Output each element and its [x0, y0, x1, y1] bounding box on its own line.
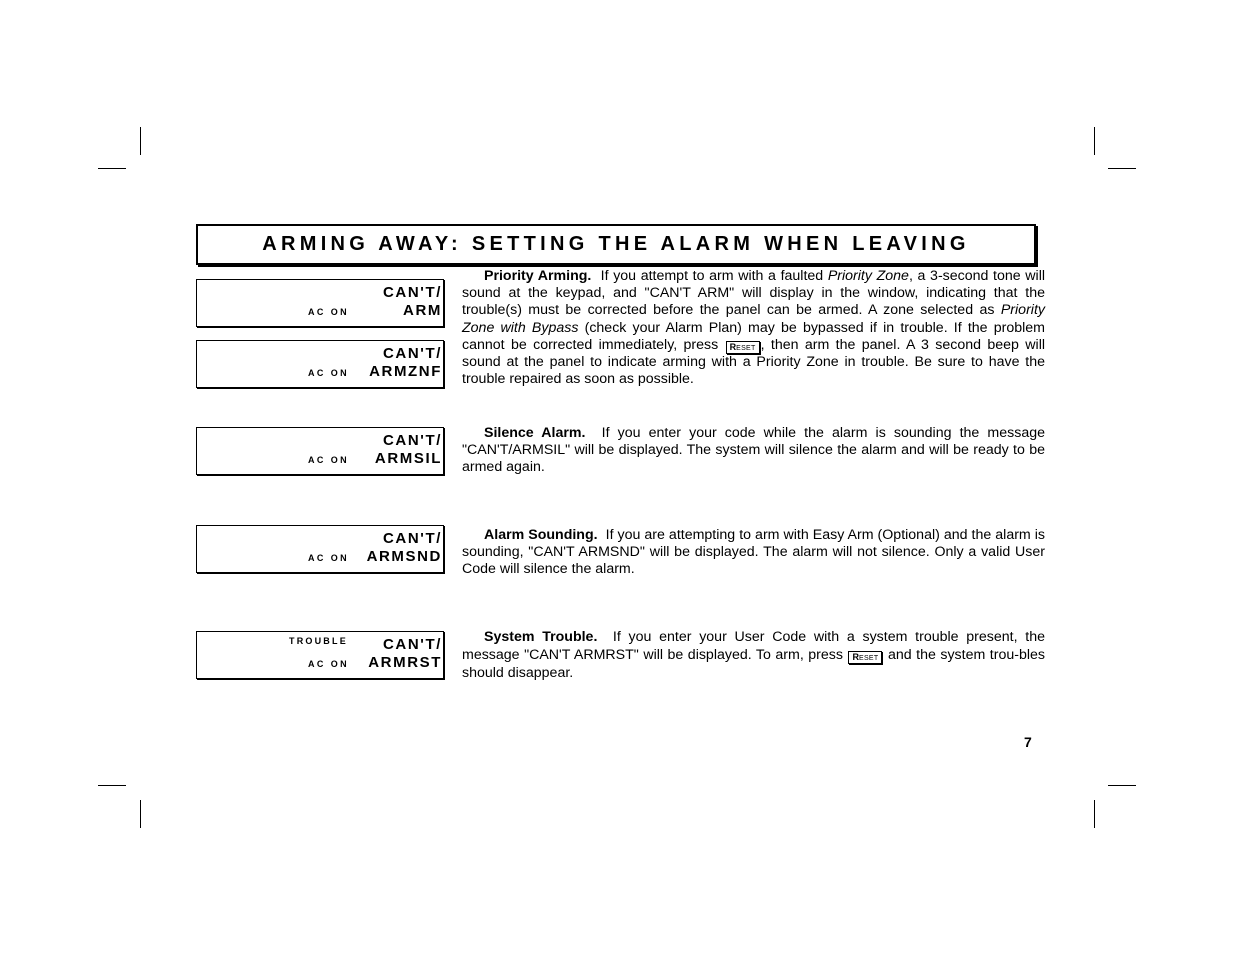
display-line-2: ARMRST — [368, 654, 442, 671]
ac-on-annunciator: AC ON — [308, 553, 349, 563]
crop-mark — [1094, 127, 1095, 155]
display-line-1: CAN'T/ — [383, 530, 442, 547]
section-heading: Alarm Sounding. — [484, 527, 598, 543]
reset-key-icon: RESET — [726, 341, 760, 354]
keypad-display-armrst — [196, 631, 444, 679]
keypad-display-armsil — [196, 427, 444, 475]
crop-mark — [1094, 800, 1095, 828]
section-heading: Priority Arming. — [484, 268, 592, 284]
crop-mark — [98, 785, 126, 786]
display-line-2: ARMZNF — [369, 363, 442, 380]
priority-arming-paragraph: Priority Arming. If you attempt to arm with a faulted Priority Zone, a 3-second tone will sound at the keypad, and "CAN'T ARM" will display in the window, indicating that the trouble(s) must be corrected before the panel can be armed. A zone selected as Priority Zone with Bypass (check your Alarm Plan) may be bypassed if in trouble. If the problem cannot be corrected immediately, press RESET , then arm the panel. A 3 second beep will sound at the panel to indicate arming with a Priority Zone in trouble. Be sure to have the trouble repaired as soon as possible. — [462, 268, 1046, 388]
display-line-2: ARM — [403, 302, 442, 319]
display-line-1: CAN'T/ — [383, 636, 442, 653]
ac-on-annunciator: AC ON — [308, 368, 349, 378]
page-number: 7 — [1024, 734, 1032, 750]
display-line-1: CAN'T/ — [383, 284, 442, 301]
crop-mark — [1108, 168, 1136, 169]
title-box — [196, 224, 1036, 265]
keypad-display-cant-arm — [196, 279, 444, 327]
page-title: ARMING AWAY: SETTING THE ALARM WHEN LEAVING — [262, 233, 970, 255]
alarm-sounding-paragraph: Alarm Sounding. If you are attempting to arm with Easy Arm (Optional) and the alarm is sounding, "CAN'T ARMSND" will be displayed. The alarm will not silence. Only a valid User Code will silence the alarm. — [462, 527, 1046, 577]
trouble-annunciator: TROUBLE — [289, 636, 348, 646]
silence-alarm-paragraph: Silence Alarm. If you enter your code while the alarm is sounding the message "CAN'T/ARMSIL" will be displayed. The system will silence the alarm and will be ready to be armed again. — [462, 425, 1045, 475]
crop-mark — [140, 800, 141, 828]
section-heading: Silence Alarm. — [484, 425, 586, 441]
ac-on-annunciator: AC ON — [308, 307, 349, 317]
display-line-2: ARMSIL — [374, 450, 442, 467]
ac-on-annunciator: AC ON — [308, 659, 349, 669]
display-line-2: ARMSND — [366, 548, 442, 565]
display-line-1: CAN'T/ — [383, 432, 442, 449]
keypad-display-armsnd — [196, 525, 444, 573]
system-trouble-paragraph: System Trouble. If you enter your User Code with a system trouble present, the message "CAN'T ARMRST" will be displayed. To arm, press RESET and the system trou-bles should disappear. — [462, 629, 1045, 681]
keypad-display-armznf — [196, 340, 444, 388]
crop-mark — [140, 127, 141, 155]
ac-on-annunciator: AC ON — [308, 455, 349, 465]
reset-key-icon: RESET — [848, 651, 882, 664]
display-line-1: CAN'T/ — [383, 345, 442, 362]
crop-mark — [98, 168, 126, 169]
section-heading: System Trouble. — [484, 629, 598, 645]
crop-mark — [1108, 785, 1136, 786]
